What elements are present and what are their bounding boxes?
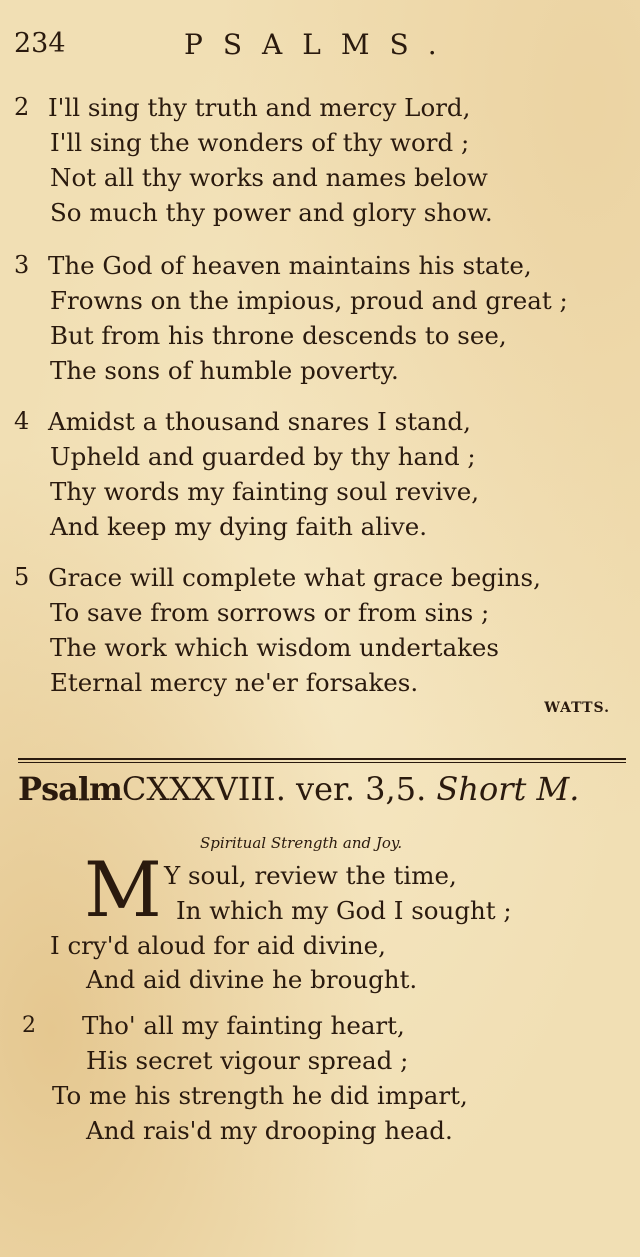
verse-number: 3 — [14, 251, 30, 279]
verse-line: Not all thy works and names below — [50, 163, 488, 192]
section-divider — [18, 758, 626, 760]
verse-number: 5 — [14, 563, 30, 591]
hymn-attribution: WATTS. — [544, 700, 610, 716]
stanza-4 — [14, 404, 624, 544]
page-header — [14, 28, 614, 68]
verse-line: Eternal mercy ne'er forsakes. — [50, 668, 419, 697]
verse-line: And aid divine he brought. — [86, 965, 418, 994]
drop-cap: M — [84, 845, 162, 934]
verse-line: Amidst a thousand snares I stand, — [48, 407, 471, 436]
verse-line: To me his strength he did impart, — [52, 1081, 468, 1110]
psalm-heading — [18, 770, 579, 808]
verse-line: To save from sorrows or from sins ; — [50, 598, 490, 627]
section-divider-thin — [18, 762, 626, 763]
verse-line: And keep my dying faith alive. — [50, 512, 428, 541]
verse-line: Thy words my fainting soul revive, — [50, 477, 480, 506]
verse-line: Tho' all my fainting heart, — [82, 1011, 405, 1040]
verse-number: 2 — [22, 1013, 36, 1038]
verse-line: Y soul, review the time, — [164, 861, 457, 890]
stanza-3 — [14, 248, 624, 388]
page-number: 234 — [14, 28, 66, 59]
verse-line: And rais'd my drooping head. — [86, 1116, 453, 1145]
verse-line: Frowns on the impious, proud and great ; — [50, 286, 568, 315]
verse-line: The sons of humble poverty. — [50, 356, 399, 385]
verse-line: I'll sing thy truth and mercy Lord, — [48, 93, 471, 122]
stanza-2 — [14, 90, 624, 230]
verse-number: 2 — [14, 93, 30, 121]
psalm-heading-prefix: Psalm — [18, 770, 122, 808]
psalm-meter: Short M. — [436, 770, 580, 808]
verse-line: I'll sing the wonders of thy word ; — [50, 128, 470, 157]
psalm-subtitle: Spiritual Strength and Joy. — [200, 834, 403, 852]
verse-line: The God of heaven maintains his state, — [48, 251, 532, 280]
psalm-heading-main: CXXXVIII. ver. 3,5. — [121, 770, 427, 808]
verse-line: Upheld and guarded by thy hand ; — [50, 442, 476, 471]
verse-line: His secret vigour spread ; — [86, 1046, 409, 1075]
running-title: PSALMS. — [184, 28, 457, 61]
stanza-5 — [14, 560, 624, 700]
verse-line: So much thy power and glory show. — [50, 198, 493, 227]
verse-line: But from his throne descends to see, — [50, 321, 507, 350]
verse-line: In which my God I sought ; — [176, 896, 512, 925]
verse-line: The work which wisdom undertakes — [50, 633, 500, 662]
verse-number: 4 — [14, 407, 30, 435]
verse-line: I cry'd aloud for aid divine, — [50, 931, 386, 960]
verse-line: Grace will complete what grace begins, — [48, 563, 541, 592]
